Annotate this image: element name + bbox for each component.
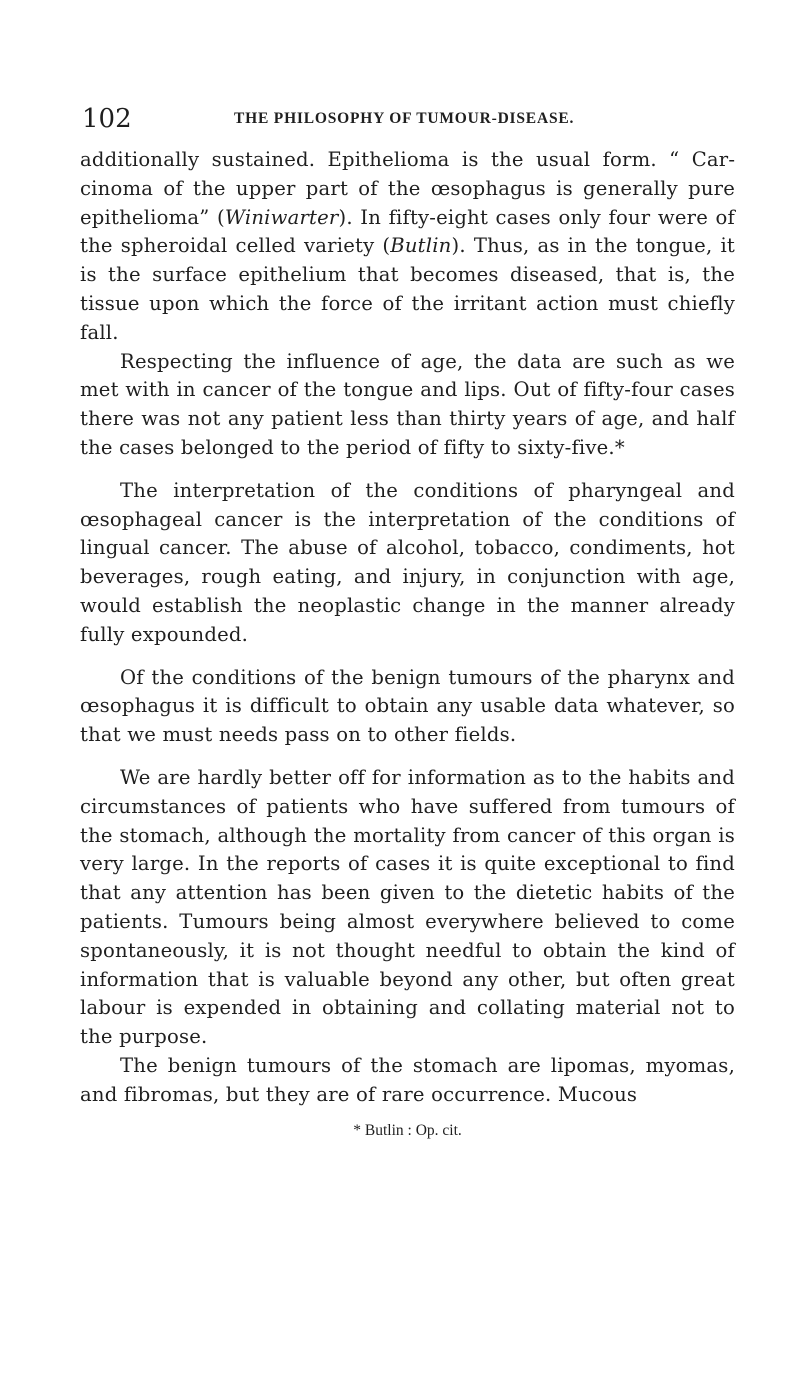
paragraph-5: We are hardly better off for information as to the habits and circumstances of patients who have suffered from tumours of the stomach, although the mortality from cancer of this organ is very large. In the reports of cases it is quite exceptional to find that any attention has been given to the dietetic habits of the patients. Tumours being almost everywhere believed to come spontaneously, it is not thought needful to obtain the kind of information that is valuable beyond any other, but often great labour is expended in obtaining and collating material not to the purpose.: [80, 765, 735, 1049]
paragraph-1-text-a: additionally sustained. Epithelioma is the usual form. “ Carcinoma of the upper part of the œsophagus is generally pure epithelioma” (: [80, 148, 735, 229]
paragraph-3: The interpretation of the conditions of pharyngeal and œsophageal cancer is the interpretation of the conditions of lingual cancer. The abuse of alcohol, tobacco, condiments, hot beverages, rough eating, and injury, in conjunction with age, would establish the neoplastic change in the manner already fully expounded.: [80, 478, 735, 646]
book-page: [80, 104, 735, 1140]
paragraph-4: Of the conditions of the benign tumours of the pharynx and œsophagus it is difficult to obtain any usable data whatever, so that we must needs pass on to other fields.: [80, 665, 735, 747]
paragraph-1: [80, 146, 735, 348]
paragraph-2: Respecting the influence of age, the data are such as we met with in cancer of the tongue and lips. Out of fifty-four cases there was not any patient less than thirty years of age, and half the cases belonged to the period of fifty to sixty-five.*: [80, 349, 735, 459]
footnote: * Butlin : Op. cit.: [353, 1121, 462, 1139]
paragraph-1-text-c: ). In fifty-eight cases only four were of the spheroidal celled variety (: [80, 205, 735, 258]
paragraph-6: The benign tumours of the stomach are lipomas, myomas, and fibromas, but they are of rare occurrence. Mucous: [80, 1053, 735, 1106]
citation-butlin: Butlin: [390, 234, 452, 258]
running-head: [80, 104, 735, 138]
running-title: THE PHILOSOPHY OF TUMOUR-DISEASE.: [234, 110, 575, 127]
body-text: [80, 146, 735, 1110]
page-number: 102: [82, 104, 132, 134]
paragraph-1-text-e: ). Thus, as in the tongue, it is the surface epithelium that becomes diseased, that is, the tissue upon which the force of the irritant action must chiefly fall.: [80, 234, 736, 344]
citation-winiwarter: Winiwarter: [224, 205, 339, 229]
